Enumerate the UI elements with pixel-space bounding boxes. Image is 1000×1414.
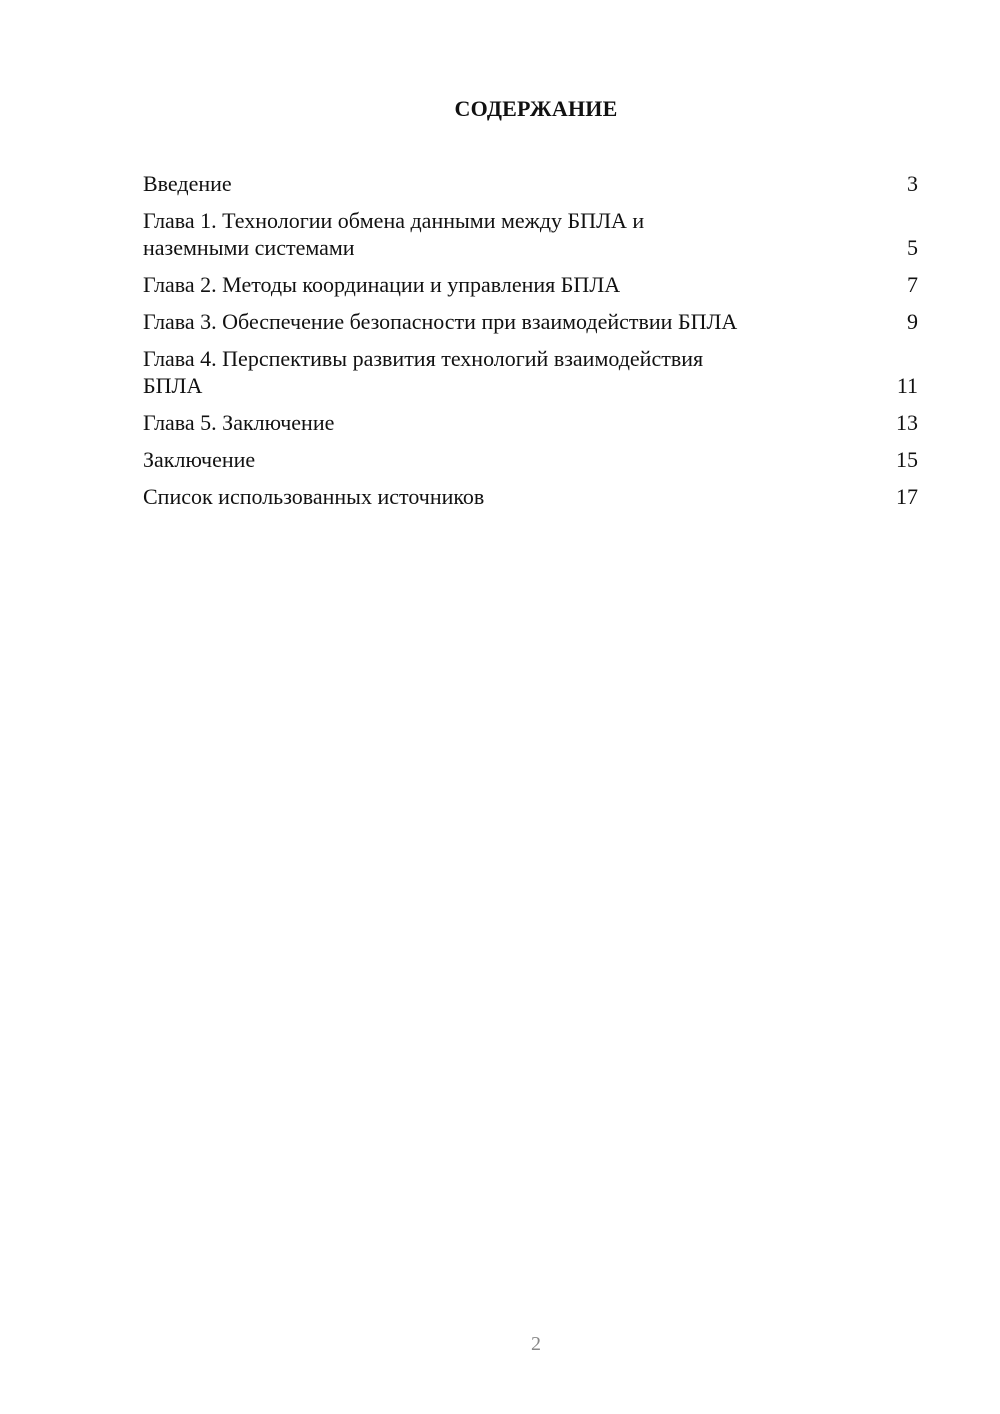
toc-entry-label: Глава 3. Обеспечение безопасности при взаимодействии БПЛА: [143, 309, 738, 334]
toc-title: СОДЕРЖАНИЕ: [454, 96, 618, 121]
toc-entry-page: 15: [896, 447, 918, 472]
toc-entry-label: Глава 2. Методы координации и управления БПЛА: [143, 272, 621, 297]
toc-entry-label: Список использованных источников: [143, 484, 485, 509]
toc-entry-references[interactable]: [143, 483, 918, 510]
page-number: 2: [531, 1333, 541, 1355]
toc-entry-chapter-1[interactable]: [143, 207, 918, 261]
toc-entry-label: Введение: [143, 171, 232, 196]
toc-entry-chapter-3[interactable]: [143, 308, 918, 335]
toc-entry-chapter-2[interactable]: [143, 271, 918, 298]
toc-entry-label: Заключение: [143, 447, 256, 472]
toc-entry-conclusion[interactable]: [143, 446, 918, 473]
toc-entry-page: 7: [907, 272, 918, 297]
toc-entry-page: 17: [896, 484, 918, 509]
toc-entry-page: 5: [907, 235, 918, 260]
toc-entry-label: Глава 5. Заключение: [143, 410, 335, 435]
toc-entry-page: 3: [907, 171, 918, 196]
toc-list: [143, 170, 918, 520]
toc-entry-label: Глава 4. Перспективы развития технологий взаимодействия БПЛА: [143, 346, 704, 398]
toc-entry-introduction[interactable]: [143, 170, 918, 197]
toc-entry-page: 9: [907, 309, 918, 334]
toc-entry-page: 13: [896, 410, 918, 435]
toc-entry-chapter-4[interactable]: [143, 345, 918, 399]
toc-entry-page: 11: [896, 373, 918, 398]
toc-entry-label: Глава 1. Технологии обмена данными между БПЛА и наземными системами: [143, 208, 645, 260]
toc-entry-chapter-5[interactable]: [143, 409, 918, 436]
